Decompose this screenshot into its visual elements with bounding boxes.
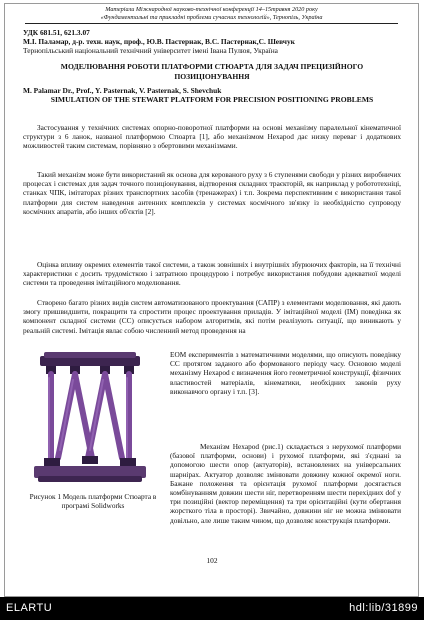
header-line-2: «Фундаментальні та прикладні проблеми сучасних технологій», Тернопіль, Україна — [100, 13, 323, 21]
paragraph-2: Такий механізм може бути використаний як основа для керованого руху з 6 ступенями свободи у різних виробничих процесах і системах для задач точного позиціонування, відтворення складних траєкторій, як наприклад у робототехніці, станках ЧПК, імітаторах різних транспортних засобів (тренажерах) і т.п. Зокрема перспективним є використання такої платформи для систем наведення антенних комплексів у системах космічного зв'язку із необхідністю супроводу космічних апаратів, або інших об'єктів [2]. — [23, 170, 401, 216]
stewart-platform-figure — [30, 350, 150, 490]
paragraph-3: Оцінка впливу окремих елементів такої системи, а також зовнішніх і внутрішніх збурюючих факторів, на її технічні характеристики є досить трудомісткою і затратною процедурою і потребує використання побудови адекватної моделі системи та проведення імітаційного моделювання. — [23, 260, 401, 288]
right-column-paragraph-2: Механізм Hexapod (рис.1) складається з нерухомої платформи (базової платформи, основи) і рухомої платформи, які з'єднані за допомогою шести опор (актуаторів), встановлених на універсальних шарнірах. Актуатор дозволяє змінювати довжину кожної окремої ноги. Бажане положення та орієнтація рухомої платформи досягається комбінуванням довжин шести ніг, перетворенням шести перехідних dof у три позиційні (вектор переміщення) та три орієнтаційні (кути обертання жорсткого тіла в просторі). Звичайно, довжини ніг не можна змінювати довільно, але лише таким чином, що дозволяє конструкція платформи. — [170, 442, 401, 525]
conference-header — [25, 6, 398, 24]
header-line-1: Матеріали Міжнародної науково-технічної конференції 14–15травня 2020 року — [105, 6, 318, 13]
affiliation: Тернопільський національний технічний університет імені Івана Пулюя, Україна — [23, 46, 278, 55]
footer-bar — [0, 597, 424, 620]
footer-handle-link[interactable]: hdl:lib/31899 — [349, 602, 418, 614]
title-ua: МОДЕЛЮВАННЯ РОБОТИ ПЛАТФОРМИ СТЮАРТА ДЛЯ ЗАДАЧ ПРЕЦИЗІЙНОГО ПОЗИЦІОНУВАННЯ — [60, 62, 364, 81]
footer-repository-label: ELARTU — [6, 602, 53, 614]
paragraph-4: Створено багато різних видів систем автоматизованого проектування (САПР) з елементами моделювання, які дають змогу пришвидшити, покращити та спростити процес проектування приладів. У імітаційної моделі (ІМ) поведінка як компонент складної системи (СС) описується набором алгоритмів, які потім реалізують ситуації, що виникають у реальній системі. Імітація явлає собою численний метод проведення на — [23, 298, 401, 335]
title-en: SIMULATION OF THE STEWART PLATFORM FOR PRECISION POSITIONING PROBLEMS — [50, 95, 374, 104]
authors-ua: М.І. Паламар, д-р. техн. наук, проф., Ю.В. Пастернак, В.С. Пастернак,С. Шевчук — [23, 37, 295, 46]
stewart-platform-render — [30, 350, 150, 490]
page-number: 102 — [206, 556, 218, 565]
udk-code: УДК 681.51, 621.3.07 — [23, 28, 90, 37]
paragraph-1: Застосування у технічних системах опорно-поворотної платформи на основі механізму паралельної кінематичної структури з 6 ланок, названої платформою Стюарта [1], або механізмом Hexapod дає низку переваг і додаткових можливостей таким системам, порівняно з обертовими механізмами. — [23, 123, 401, 151]
right-column-paragraph-1: ЕОМ експериментів з математичними моделями, що описують поведінку СС протягом заданого або формованого періоду часу. Основою моделі механізму Hexapod є визначення його геометричної конструкції, фізичних властивостей матеріалів, кінематики, необхідних законів руху виконавчого органу і т.п. [3]. — [170, 350, 401, 396]
figure-caption: Рисунок 1 Модель платформи Стюарта в програмі Solidworks — [29, 492, 157, 511]
authors-en: M. Palamar Dr., Prof., Y. Pasternak, V. Pasternak, S. Shevchuk — [23, 86, 222, 95]
